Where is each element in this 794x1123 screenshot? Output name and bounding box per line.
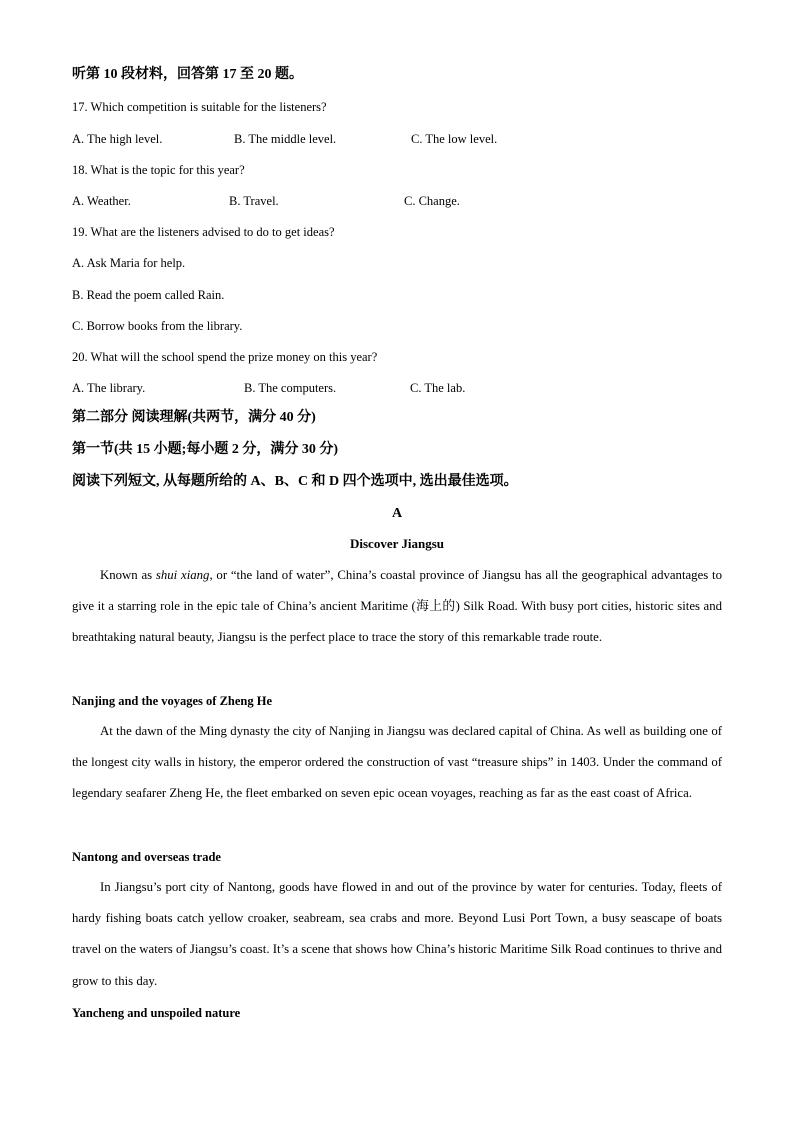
intro-rest: , or “the land of water”, China’s coastal province of Jiangsu has all the geographical advantages to give it a starring role in the epic tale of China’s ancient Maritime (海上的) Silk Road. With busy port cities, historic sites and breathtaking natural beauty, Jiangsu is the perfect place to trace the story of this remarkable trade route.: [72, 568, 722, 645]
q19-option-b: B. Read the poem called Rain.: [72, 288, 225, 302]
section-heading-nantong: Nantong and overseas trade: [72, 850, 221, 864]
reading-instructions: 阅读下列短文, 从每题所给的 A、B、C 和 D 四个选项中, 选出最佳选项。: [72, 474, 518, 489]
part2-header: 第二部分 阅读理解(共两节，满分 40 分): [72, 410, 316, 425]
question-18: 18. What is the topic for this year?: [72, 163, 245, 177]
q20-option-a: A. The library.: [72, 381, 146, 395]
q20-option-b: B. The computers.: [244, 381, 337, 395]
q18-option-b: B. Travel.: [229, 194, 279, 208]
passage-title: Discover Jiangsu: [349, 536, 444, 551]
passage-intro-paragraph: [72, 560, 722, 654]
passage-letter: A: [391, 506, 403, 521]
question-20: 20. What will the school spend the prize money on this year?: [72, 350, 378, 364]
listening-section-header: 听第 10 段材料，回答第 17 至 20 题。: [72, 67, 303, 82]
q17-option-a: A. The high level.: [72, 132, 163, 146]
q18-option-c: C. Change.: [404, 194, 460, 208]
q18-option-a: A. Weather.: [72, 194, 131, 208]
section-paragraph-nantong: In Jiangsu’s port city of Nantong, goods have flowed in and out of the province by water for centuries. Today, fleets of hardy fishing boats catch yellow croaker, seabream, sea crabs and more. Beyond Lusi Port Town, a busy seascape of boats travel on the waters of Jiangsu’s coast. It’s a scene that shows how China’s historic Maritime Silk Road continues to thrive and grow to this day.: [72, 880, 722, 988]
q17-option-b: B. The middle level.: [234, 132, 337, 146]
section1-header: 第一节(共 15 小题;每小题 2 分，满分 30 分): [72, 442, 338, 457]
intro-italic-term: shui xiang: [155, 568, 210, 582]
question-17: 17. Which competition is suitable for the listeners?: [72, 100, 327, 114]
section-heading-yancheng: Yancheng and unspoiled nature: [72, 1006, 241, 1020]
intro-prefix: Known as: [100, 568, 156, 582]
question-19: 19. What are the listeners advised to do to get ideas?: [72, 225, 335, 239]
q17-option-c: C. The low level.: [411, 132, 498, 146]
q19-option-c: C. Borrow books from the library.: [72, 319, 243, 333]
q20-option-c: C. The lab.: [410, 381, 466, 395]
section-paragraph-nanjing: At the dawn of the Ming dynasty the city of Nanjing in Jiangsu was declared capital of China. As well as building one of the longest city walls in history, the emperor ordered the construction of vast “treasure ships” in 1403. Under the command of legendary seafarer Zheng He, the fleet embarked on seven epic ocean voyages, reaching as far as the east coast of Africa.: [72, 724, 722, 801]
q19-option-a: A. Ask Maria for help.: [72, 256, 186, 270]
section-heading-nanjing: Nanjing and the voyages of Zheng He: [72, 694, 273, 708]
